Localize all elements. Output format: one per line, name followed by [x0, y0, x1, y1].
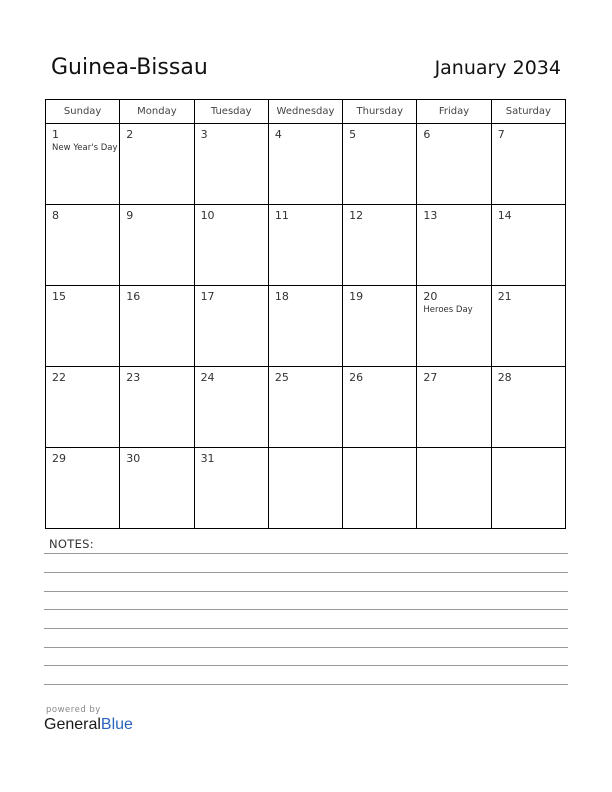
- day-number: 7: [497, 128, 505, 141]
- day-cell[interactable]: [491, 205, 565, 286]
- day-cell[interactable]: [491, 286, 565, 367]
- day-number: 8: [52, 209, 59, 222]
- week-row: [46, 205, 566, 286]
- day-cell[interactable]: [120, 367, 194, 448]
- weekday-wednesday: Wednesday: [268, 100, 342, 124]
- day-cell[interactable]: [194, 367, 268, 448]
- notes-line: [44, 665, 568, 666]
- week-row: [46, 367, 566, 448]
- powered-by-text: powered by: [46, 705, 101, 715]
- weekday-friday: Friday: [417, 100, 491, 124]
- day-cell[interactable]: [417, 286, 491, 367]
- day-number: 12: [349, 209, 364, 222]
- day-number: 18: [274, 290, 289, 303]
- calendar-grid: [45, 99, 566, 529]
- notes-line: [44, 572, 568, 573]
- notes-line: [44, 553, 568, 554]
- day-cell[interactable]: [268, 367, 342, 448]
- day-cell[interactable]: [343, 205, 417, 286]
- day-number: 6: [423, 128, 431, 141]
- day-number: 17: [200, 290, 215, 303]
- day-cell[interactable]: [194, 286, 268, 367]
- notes-line: [44, 628, 568, 629]
- day-cell[interactable]: [46, 286, 120, 367]
- holiday-label: Heroes Day: [423, 305, 473, 315]
- day-cell[interactable]: [417, 367, 491, 448]
- day-cell[interactable]: [343, 367, 417, 448]
- day-cell[interactable]: [268, 205, 342, 286]
- weekday-header-row: [46, 100, 566, 124]
- day-cell[interactable]: [120, 286, 194, 367]
- day-cell[interactable]: [46, 448, 120, 529]
- notes-label: NOTES:: [49, 537, 94, 551]
- day-number: 1: [52, 128, 59, 141]
- notes-line: [44, 609, 568, 610]
- day-number: 28: [497, 371, 512, 384]
- day-cell[interactable]: [120, 448, 194, 529]
- country-title: Guinea-Bissau: [51, 55, 208, 80]
- weekday-thursday: Thursday: [343, 100, 417, 124]
- notes-line: [44, 591, 568, 592]
- weekday-monday: Monday: [120, 100, 194, 124]
- day-cell[interactable]: [194, 124, 268, 205]
- day-number: 16: [126, 290, 141, 303]
- day-number: 11: [274, 209, 289, 222]
- weekday-tuesday: Tuesday: [194, 100, 268, 124]
- day-number: 20: [423, 290, 438, 303]
- day-cell[interactable]: [120, 124, 194, 205]
- day-cell[interactable]: [46, 367, 120, 448]
- day-number: 31: [200, 452, 215, 465]
- brand-blue: Blue: [100, 716, 133, 733]
- day-number: 21: [497, 290, 512, 303]
- day-number: 15: [52, 290, 66, 303]
- notes-line: [44, 684, 568, 685]
- day-number: 5: [349, 128, 357, 141]
- day-number: 26: [349, 371, 364, 384]
- day-number: 4: [274, 128, 282, 141]
- day-cell[interactable]: [120, 205, 194, 286]
- day-cell[interactable]: [417, 124, 491, 205]
- day-number: 13: [423, 209, 438, 222]
- day-number: 9: [126, 209, 134, 222]
- day-cell[interactable]: [268, 124, 342, 205]
- week-row: [46, 448, 566, 529]
- day-number: 25: [274, 371, 289, 384]
- day-number: 24: [200, 371, 215, 384]
- week-row: [46, 286, 566, 367]
- day-number: 23: [126, 371, 141, 384]
- holiday-label: New Year's Day: [52, 143, 118, 153]
- day-number: 10: [200, 209, 215, 222]
- notes-line: [44, 647, 568, 648]
- day-cell[interactable]: [417, 205, 491, 286]
- day-cell[interactable]: [343, 286, 417, 367]
- day-number: 30: [126, 452, 141, 465]
- day-cell[interactable]: [46, 124, 120, 205]
- day-number: 29: [52, 452, 66, 465]
- weekday-saturday: Saturday: [491, 100, 565, 124]
- day-number: 19: [349, 290, 364, 303]
- day-number: 2: [126, 128, 134, 141]
- brand-logo[interactable]: [44, 716, 133, 734]
- day-number: 14: [497, 209, 512, 222]
- day-number: 27: [423, 371, 438, 384]
- weekday-sunday: Sunday: [46, 100, 120, 124]
- day-cell[interactable]: [268, 448, 342, 529]
- day-cell[interactable]: [268, 286, 342, 367]
- brand-general: General: [44, 716, 101, 733]
- day-cell[interactable]: [417, 448, 491, 529]
- day-number: 3: [200, 128, 208, 141]
- day-cell[interactable]: [491, 448, 565, 529]
- day-cell[interactable]: [491, 124, 565, 205]
- day-cell[interactable]: [194, 448, 268, 529]
- day-cell[interactable]: [343, 448, 417, 529]
- day-cell[interactable]: [194, 205, 268, 286]
- day-cell[interactable]: [491, 367, 565, 448]
- week-row: [46, 124, 566, 205]
- month-year-title: January 2034: [434, 57, 561, 79]
- day-cell[interactable]: [46, 205, 120, 286]
- day-number: 22: [52, 371, 66, 384]
- day-cell[interactable]: [343, 124, 417, 205]
